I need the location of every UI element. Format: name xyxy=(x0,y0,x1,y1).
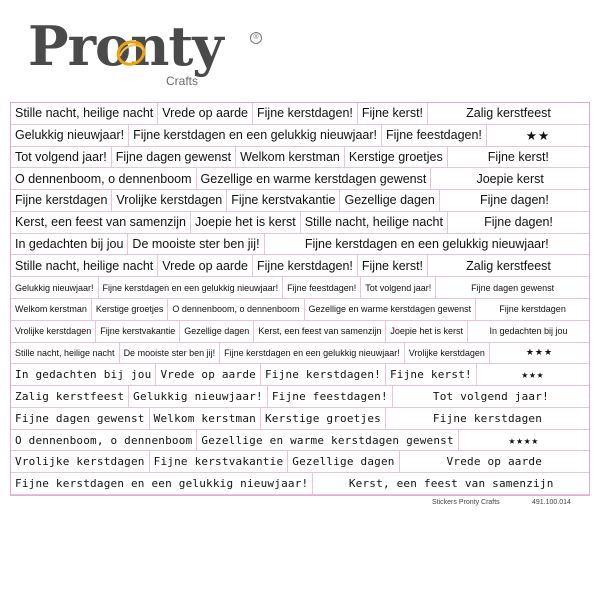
sticker: Zalig kerstfeest xyxy=(466,106,551,121)
sticker: Vrolijke kerstdagen xyxy=(11,451,150,472)
sticker: Fijne kerstdagen en een gelukkig nieuwjaar! xyxy=(220,343,405,364)
sticker: Fijne dagen gewenst xyxy=(11,408,150,429)
sticker-row xyxy=(11,343,589,365)
sticker-row xyxy=(11,147,589,169)
sticker-row xyxy=(11,168,589,190)
sticker: Gelukkig nieuwjaar! xyxy=(129,386,268,407)
sticker: Gezellige dagen xyxy=(288,451,399,472)
stars-sticker: ★★★ xyxy=(521,368,545,382)
sticker: Joepie kerst xyxy=(476,171,544,186)
sticker: Vrolijke kerstdagen xyxy=(112,190,227,211)
sticker: Fijne dagen! xyxy=(480,193,549,208)
sticker: Fijne kerstdagen en een gelukkig nieuwjaar! xyxy=(99,277,284,298)
sticker: Vrolijke kerstdagen xyxy=(11,321,96,342)
sticker: O dennenboom, o dennenboom xyxy=(11,430,197,451)
sticker: Fijne kerst! xyxy=(358,103,428,124)
sticker: Vrede op aarde xyxy=(156,364,261,385)
sticker-sheet xyxy=(10,102,590,496)
sticker: Welkom kerstman xyxy=(236,147,345,168)
sticker: In gedachten bij jou xyxy=(489,326,568,337)
sticker: Gezellige en warme kerstdagen gewenst xyxy=(197,430,458,451)
sticker: In gedachten bij jou xyxy=(11,234,128,255)
sticker: Gezellige en warme kerstdagen gewenst xyxy=(197,168,432,189)
sticker: Vrede op aarde xyxy=(158,103,253,124)
sticker: Vrede op aarde xyxy=(158,255,253,276)
sticker: Fijne kerst! xyxy=(358,255,428,276)
sticker: Stille nacht, heilige nacht xyxy=(11,343,120,364)
sticker: Gezellige dagen xyxy=(180,321,254,342)
sticker-row xyxy=(11,234,589,256)
sticker: Fijne kerstdagen xyxy=(11,190,112,211)
brand-sub: Crafts xyxy=(166,74,199,88)
sticker: De mooiste ster ben jij! xyxy=(120,343,221,364)
sticker: Fijne kerstdagen xyxy=(499,304,566,315)
sticker: Vrolijke kerstdagen xyxy=(405,343,490,364)
sticker: Fijne kerst! xyxy=(386,364,477,385)
sticker: Zalig kerstfeest xyxy=(11,386,129,407)
brand-name: Pronty xyxy=(28,14,223,78)
sticker: Tot volgend jaar! xyxy=(11,147,112,168)
sticker: Gezellige en warme kerstdagen gewenst xyxy=(305,299,477,320)
stars-sticker: ★★ xyxy=(525,128,551,143)
sticker-row xyxy=(11,451,589,473)
sticker: Vrede op aarde xyxy=(446,455,543,469)
sticker: Tot volgend jaar! xyxy=(432,389,549,403)
sticker: Joepie het is kerst xyxy=(191,212,301,233)
sticker: De mooiste ster ben jij! xyxy=(128,234,264,255)
sticker: Fijne dagen! xyxy=(484,215,553,230)
registered-mark: ® xyxy=(250,32,262,44)
footer-code: 491.100.014 xyxy=(532,499,571,506)
sticker: Fijne kerstvakantie xyxy=(150,451,289,472)
sticker: Tot volgend jaar! xyxy=(361,277,436,298)
sticker-row xyxy=(11,190,589,212)
sticker: Welkom kerstman xyxy=(11,299,92,320)
stars-sticker: ★★★ xyxy=(525,347,554,358)
sticker-row xyxy=(11,473,589,495)
sticker: Fijne feestdagen! xyxy=(382,125,487,146)
sticker-row xyxy=(11,430,589,452)
sticker: Fijne feestdagen! xyxy=(283,277,361,298)
sticker: Fijne kerstvakantie xyxy=(227,190,340,211)
sticker: Fijne kerst! xyxy=(487,149,549,164)
sticker: Fijne kerstdagen! xyxy=(253,103,358,124)
sticker: Stille nacht, heilige nacht xyxy=(11,255,158,276)
brand-swirl-icon xyxy=(114,36,148,70)
sticker: O dennenboom, o dennenboom xyxy=(168,299,304,320)
sticker: Kerstige groetjes xyxy=(345,147,448,168)
sticker-row xyxy=(11,321,589,343)
sticker: Fijne kerstdagen! xyxy=(261,364,386,385)
sticker: Fijne kerstdagen en een gelukkig nieuwjaar! xyxy=(129,125,382,146)
sticker: Welkom kerstman xyxy=(150,408,261,429)
sticker: Fijne dagen gewenst xyxy=(471,282,555,293)
sticker: Joepie het is kerst xyxy=(386,321,468,342)
sticker: Zalig kerstfeest xyxy=(466,258,551,273)
sticker: O dennenboom, o dennenboom xyxy=(11,168,197,189)
sticker-row xyxy=(11,408,589,430)
sticker: Kerstige groetjes xyxy=(92,299,169,320)
sticker: Fijne feestdagen! xyxy=(268,386,393,407)
sticker-row xyxy=(11,364,589,386)
stars-sticker: ★★★★ xyxy=(508,433,540,447)
sticker: Fijne kerstdagen en een gelukkig nieuwjaar! xyxy=(11,473,313,494)
sticker: Fijne kerstdagen xyxy=(432,411,543,425)
sticker: Kerst, een feest van samenzijn xyxy=(348,477,554,491)
sticker-row xyxy=(11,103,589,125)
sticker-row xyxy=(11,277,589,299)
footer-label: Stickers Pronty Crafts xyxy=(432,499,500,506)
sticker: Gelukkig nieuwjaar! xyxy=(11,125,129,146)
sticker: In gedachten bij jou xyxy=(11,364,156,385)
sticker: Gelukkig nieuwjaar! xyxy=(11,277,99,298)
sticker-row xyxy=(11,255,589,277)
sticker-row xyxy=(11,212,589,234)
sticker: Fijne kerstdagen en een gelukkig nieuwjaar! xyxy=(304,237,549,252)
sticker: Fijne dagen gewenst xyxy=(112,147,236,168)
sticker: Gezellige dagen xyxy=(340,190,439,211)
sticker-row xyxy=(11,386,589,408)
sticker-row xyxy=(11,125,589,147)
sticker: Fijne kerstvakantie xyxy=(96,321,180,342)
sticker: Fijne kerstdagen! xyxy=(253,255,358,276)
sticker: Kerst, een feest van samenzijn xyxy=(11,212,191,233)
sticker: Kerst, een feest van samenzijn xyxy=(254,321,386,342)
sticker: Kerstige groetjes xyxy=(261,408,386,429)
sticker: Stille nacht, heilige nacht xyxy=(11,103,158,124)
sticker: Stille nacht, heilige nacht xyxy=(301,212,448,233)
sticker-row xyxy=(11,299,589,321)
pronty-logo xyxy=(28,14,258,96)
